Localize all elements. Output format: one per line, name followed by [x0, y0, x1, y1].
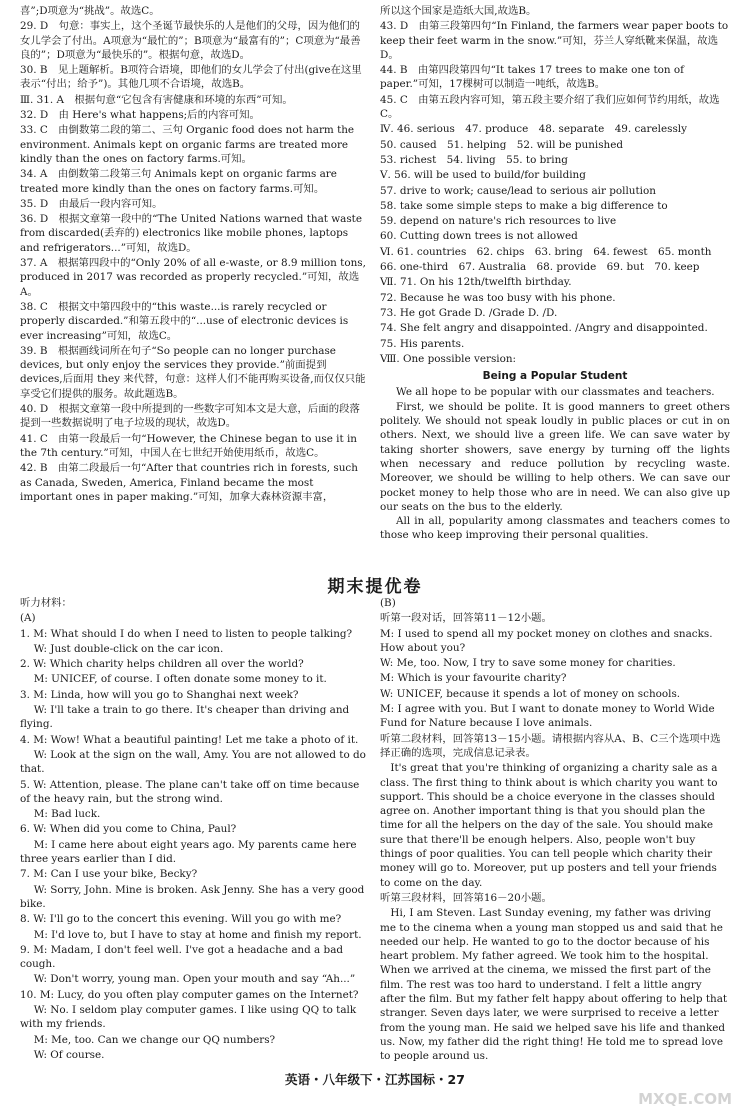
dialogue-line: 1. M: What should I do when I need to listen to people talking?	[20, 627, 353, 640]
dialogue-line: M: I came here about eight years ago. My parents came here three years earlier than I did.	[20, 838, 357, 866]
answer-explanation: 40. D 根据文章第一段中所提到的一些数字可知本文是大意，后面的段落提到一些数据说明了电子垃圾的现状，故选D。	[20, 403, 360, 430]
dialogue-line: 3. M: Linda, how will you go to Shanghai next week?	[20, 688, 299, 701]
exam-section-title: 期末提优卷	[327, 577, 423, 597]
dialogue-line: M: I'd love to, but I have to stay at home and finish my report.	[20, 928, 362, 941]
answer-item: 66. one-third 67. Australia 68. provide 69. but 70. keep	[380, 261, 700, 274]
answer-item: 57. drive to work; cause/lead to serious air pollution	[380, 184, 656, 197]
essay-title: Being a Popular Student	[482, 370, 628, 383]
listening-line: 听第二段材料，回答第13－15小题。请根据内容从A、B、C三个选项中选择正确的选项，完成信息记录表。	[380, 732, 721, 759]
answer-item: 43. D 由第三段第四句“In Finland, the farmers wear paper boots to keep their feet warm in the snow.”可知，芬兰人穿纸靴来保温，故选D。	[380, 20, 729, 61]
dialogue-line: 4. M: Wow! What a beautiful painting! Let me take a photo of it.	[20, 733, 359, 746]
answer-explanation: 32. D 由 Here's what happens;后的内容可知。	[20, 109, 260, 122]
dialogue-line: W: Look at the sign on the wall, Amy. You are not allowed to do that.	[20, 748, 366, 776]
answer-explanation: 37. A 根据第四段中的“Only 20% of all e-waste, or 8.9 million tons, produced in 2017 was recorded as properly recycled.”可知，故选A。	[20, 257, 366, 298]
answer-item: 所以这个国家是造纸大国,故选B。	[380, 5, 537, 17]
answer-item: 45. C 由第五段内容可知，第五段主要介绍了我们应如何节约用纸，故选C。	[380, 93, 720, 121]
listening-line: 听第三段材料，回答第16－20小题。	[380, 891, 552, 904]
dialogue-line: W: No. I seldom play computer games. I like using QQ to talk with my friends.	[20, 1004, 357, 1031]
dialogue-line: M: UNICEF, of course. I often donate some money to it.	[20, 673, 327, 686]
answer-explanation: 29. D 句意：事实上，这个圣诞节最快乐的人是他们的父母，因为他们的女儿学会了付出。A项意为“最忙的”；B项意为“最富有的”；C项意为“最善良的”；D项意为“最快乐的”。根据句意，故选D。	[20, 20, 361, 61]
dialogue-line: W: I'll take a train to go there. It's cheaper than driving and flying.	[20, 704, 350, 731]
dialogue-line: 5. W: Attention, please. The plane can't take off on time because of the heavy rain, but the strong wind.	[20, 778, 360, 805]
dialogue-line: W: Sorry, John. Mine is broken. Ask Jenny. She has a very good bike.	[20, 883, 365, 910]
dialogue-line: 2. W: Which charity helps children all over the world?	[20, 658, 304, 671]
right-column-answers	[380, 4, 730, 543]
listening-line: It's great that you're thinking of organizing a charity sale as a class. The first thing to think about is which charity you want to support. This should be a choice everyone in the classes should agree on. Another important thing is that you should plan the time for all the helpers on the day of the sale. You should make sure that there'll be enough helpers. Also, people won't buy things of poor qualities. You can tell people which charity their money will go to. Moreover, put up posters and tell your friends to come on the day.	[380, 762, 718, 889]
dialogue-line: W: Just double-click on the car icon.	[20, 642, 224, 655]
answer-item: 59. depend on nature's rich resources to live	[380, 215, 617, 228]
dialogue-line: 7. M: Can I use your bike, Becky?	[20, 868, 198, 881]
answer-explanation: 41. C 由第一段最后一句“However, the Chinese began to use it in the 7th century.”可知，中国人在七世纪开始使用纸币，故选C。	[20, 432, 357, 459]
dialogue-line: 6. W: When did you come to China, Paul?	[20, 823, 237, 836]
left-column-answers	[20, 4, 368, 505]
answer-explanation: Ⅲ. 31. A 根据句意“它包含有害健康和环境的东西”可知。	[20, 93, 293, 106]
essay-paragraph: All in all, popularity among classmates and teachers comes to those who keep improving their personal qualities.	[380, 515, 730, 542]
watermark-text: MXQE.COM	[638, 1090, 732, 1108]
answer-explanation: 42. B 由第二段最后一句“After that countries rich in forests, such as Canada, Sweden, America, Finland became the most important ones in paper making.”可知，加拿大森林资源丰富，	[20, 462, 358, 503]
answer-explanation: 30. B 见上题解析。B项符合语境，即他们的女儿学会了付出(give在这里表示“付出；给予”)。其他几项不合语境，故选B。	[20, 64, 362, 91]
essay-paragraph: First, we should be polite. It is good manners to greet others politely. We should not speak loudly in public places or cut in on others. Next, we should live a green life. We can save water by taking shorter showers, save energy by turning off the lights when necessary and reduce pollution by recycling waste. Moreover, we should be willing to help others. We can save our pocket money to help those who are in need. We can also give up our seats on the bus to the elderly.	[380, 400, 730, 513]
answer-item: 73. He got Grade D. /Grade D. /D.	[380, 306, 558, 319]
listening-material-a	[20, 596, 368, 1063]
listening-material-b	[380, 596, 730, 1065]
dialogue-line: 8. W: I'll go to the concert this evening. Will you go with me?	[20, 913, 342, 926]
dialogue-line: M: Me, too. Can we change our QQ numbers?	[20, 1033, 276, 1046]
answer-item: 75. His parents.	[380, 337, 465, 350]
answer-item: 44. B 由第四段第四句“It takes 17 trees to make one ton of paper.”可知，17棵树可以制造一吨纸，故选B。	[380, 64, 684, 91]
answer-explanation: 喜”;D项意为“挑战”。故选C。	[20, 5, 160, 17]
listening-line: M: I used to spend all my pocket money on clothes and snacks. How about you?	[380, 627, 713, 654]
answer-item: Ⅷ. One possible version:	[380, 352, 517, 365]
answer-item: Ⅴ. 56. will be used to build/for building	[380, 169, 586, 182]
answer-item: 58. take some simple steps to make a big difference to	[380, 199, 668, 212]
listening-line: M: Which is your favourite charity?	[380, 672, 567, 685]
dialogue-line: M: Bad luck.	[20, 808, 101, 821]
answer-explanation: 33. C 由倒数第二段的第二、三句 Organic food does not harm the environment. Animals kept on organic farms are treated more kindly than the ones on factory farms.可知。	[20, 124, 355, 165]
dialogue-line: 10. M: Lucy, do you often play computer games on the Internet?	[20, 988, 359, 1001]
answer-item: Ⅶ. 71. On his 12th/twelfth birthday.	[380, 276, 572, 289]
answer-item: 74. She felt angry and disappointed. /Angry and disappointed.	[380, 322, 708, 335]
listening-line: Hi, I am Steven. Last Sunday evening, my father was driving me to the cinema when a young man stopped us and said that he needed our help. He wanted to go to the doctor because of his heart problem. My father agreed. We took him to the hospital. When we arrived at the cinema, we missed the first part of the film. The rest was too hard to understand. I felt a little angry after the film. But my father felt happy about offering to help that stranger. Seven days later, we were surprised to receive a letter from the young man. He said we helped save his life and thanked us. Now, my father did the right thing! He told me to spread love to people around us.	[380, 907, 728, 1063]
listening-line: 听第一段对话，回答第11－12小题。	[380, 612, 552, 625]
answer-item: 50. caused 51. helping 52. will be punished	[380, 138, 624, 151]
answer-explanation: 39. B 根据画线词所在句子“So people can no longer purchase devices, but only enjoy the services they provide.”前面提到 devices,后面用 they 来代替，句意：这样人们不能再购买设备,而仅仅只能享受它们提供的服务。故此题选B。	[20, 344, 366, 400]
answer-item: 72. Because he was too busy with his phone.	[380, 291, 616, 304]
essay-paragraph: We all hope to be popular with our classmates and teachers.	[396, 386, 715, 399]
dialogue-line: 9. M: Madam, I don't feel well. I've got a headache and a bad cough.	[20, 943, 344, 971]
answer-explanation: 38. C 根据文中第四段中的“this waste...is rarely recycled or properly discarded.”和第五段中的“...use of electronic devices is ever increasing”可知，故选C。	[20, 300, 349, 342]
answer-item: 53. richest 54. living 55. to bring	[380, 153, 568, 166]
dialogue-line: (A)	[20, 612, 36, 625]
watermark-logo	[600, 1076, 740, 1110]
page-footer: 英语・八年级下・江苏国标・27	[285, 1072, 465, 1087]
dialogue-line: W: Of course.	[20, 1048, 105, 1061]
dialogue-line: W: Don't worry, young man. Open your mouth and say “Ah...”	[20, 973, 356, 986]
answer-item: Ⅵ. 61. countries 62. chips 63. bring 64. fewest 65. month	[380, 245, 712, 258]
answer-explanation: 34. A 由倒数第二段第三句 Animals kept on organic farms are treated more kindly than the ones on factory farms.可知。	[20, 168, 337, 195]
answer-explanation: 35. D 由最后一段内容可知。	[20, 197, 163, 210]
listening-line: W: Me, too. Now, I try to save some money for charities.	[380, 657, 676, 670]
dialogue-line: 听力材料：	[20, 597, 72, 609]
listening-line: M: I agree with you. But I want to donate money to World Wide Fund for Nature because I love animals.	[380, 703, 715, 730]
sample-essay	[380, 369, 730, 543]
listening-line: W: UNICEF, because it spends a lot of money on schools.	[380, 687, 681, 700]
listening-line: (B)	[380, 597, 396, 609]
answer-explanation: 36. D 根据文章第一段中的“The United Nations warned that waste from discarded(丢弃的) electronics like mobile phones, laptops and refrigerators...”可知，故选D。	[20, 213, 363, 254]
answer-item: Ⅳ. 46. serious 47. produce 48. separate 49. carelessly	[380, 123, 687, 136]
answer-item: 60. Cutting down trees is not allowed	[380, 230, 578, 243]
